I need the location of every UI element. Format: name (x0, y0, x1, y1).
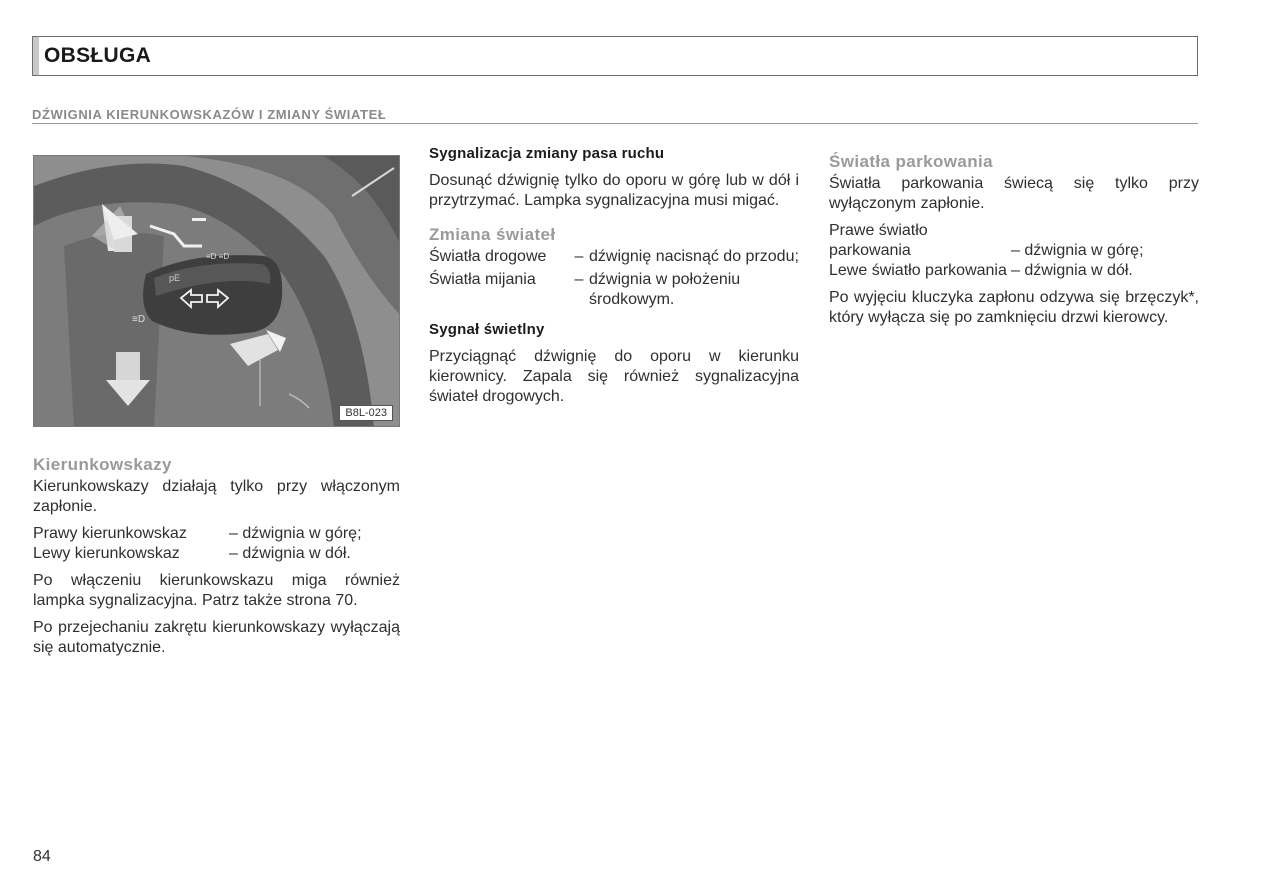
table-row (829, 221, 1199, 261)
page-number: 84 (33, 848, 51, 865)
row-label: Światła drogowe (429, 248, 547, 265)
table-row (429, 270, 799, 310)
row-label: Lewe światło parkowania (829, 262, 1007, 279)
figure-label: B8L-023 (339, 405, 393, 421)
row-label: Prawe światło parkowania (829, 222, 928, 259)
row-dash: – (574, 248, 584, 265)
chapter-header (32, 36, 1198, 76)
column-lane-change (429, 144, 799, 414)
table-row (33, 544, 400, 564)
table-row (33, 524, 400, 544)
heading-beam-change: Zmiana świateł (429, 225, 556, 244)
chapter-title: OBSŁUGA (44, 44, 152, 67)
parking-table (829, 221, 1199, 281)
beam-table (429, 247, 799, 310)
table-row (829, 261, 1199, 281)
lever-figure (33, 155, 400, 427)
svg-text:≡D ≡D: ≡D ≡D (206, 252, 230, 261)
heading-parking-lights: Światła parkowania (829, 152, 994, 171)
turn-signal-table (33, 524, 400, 564)
row-value: – dźwignia w dół. (1011, 262, 1133, 279)
heading-lane-change: Sygnalizacja zmiany pasa ruchu (429, 145, 665, 162)
paragraph: Kierunkowskazy działają tylko przy włączonym zapłonie. (33, 478, 400, 515)
column-parking-lights (829, 152, 1199, 335)
svg-text:pE: pE (169, 273, 181, 283)
paragraph: Po przejechaniu zakrętu kierunkowskazy wyłączają się automatycznie. (33, 619, 400, 656)
paragraph: Po wyjęciu kluczyka zapłonu odzywa się brzęczyk*, który wyłącza się po zamknięciu drzwi kierowcy. (829, 289, 1199, 326)
row-dash: – (574, 271, 584, 288)
heading-flash-signal: Sygnał świetlny (429, 321, 545, 338)
row-value: – dźwignia w górę; (1011, 242, 1144, 259)
paragraph: Światła parkowania świecą się tylko przy wyłączonym zapłonie. (829, 175, 1199, 212)
row-label: Prawy kierunkowskaz (33, 525, 187, 542)
section-title: DŹWIGNIA KIERUNKOWSKAZÓW I ZMIANY ŚWIATEŁ (32, 107, 387, 122)
row-label: Światła mijania (429, 271, 536, 288)
paragraph: Przyciągnąć dźwignię do oporu w kierunku kierownicy. Zapala się również sygnalizacyjna świateł drogowych. (429, 348, 799, 405)
paragraph: Po włączeniu kierunkowskazu miga również lampka sygnalizacyjna. Patrz także strona 70. (33, 572, 400, 609)
table-row (429, 247, 799, 267)
steering-column-lever-illustration (34, 156, 400, 427)
header-accent (33, 37, 39, 75)
svg-text:≡D: ≡D (132, 314, 146, 325)
row-label: Lewy kierunkowskaz (33, 545, 180, 562)
row-value: – dźwignia w górę; (229, 525, 362, 542)
column-turn-signals (33, 455, 400, 665)
row-value: dźwignię nacisnąć do przodu; (589, 248, 799, 265)
section-divider (32, 123, 1198, 124)
row-value: dźwignia w położeniu środkowym. (589, 271, 741, 308)
row-value: – dźwignia w dół. (229, 545, 351, 562)
heading-turn-signals: Kierunkowskazy (33, 455, 172, 474)
paragraph: Dosunąć dźwignię tylko do oporu w górę lub w dół i przytrzymać. Lampka sygnalizacyjna musi migać. (429, 172, 799, 209)
